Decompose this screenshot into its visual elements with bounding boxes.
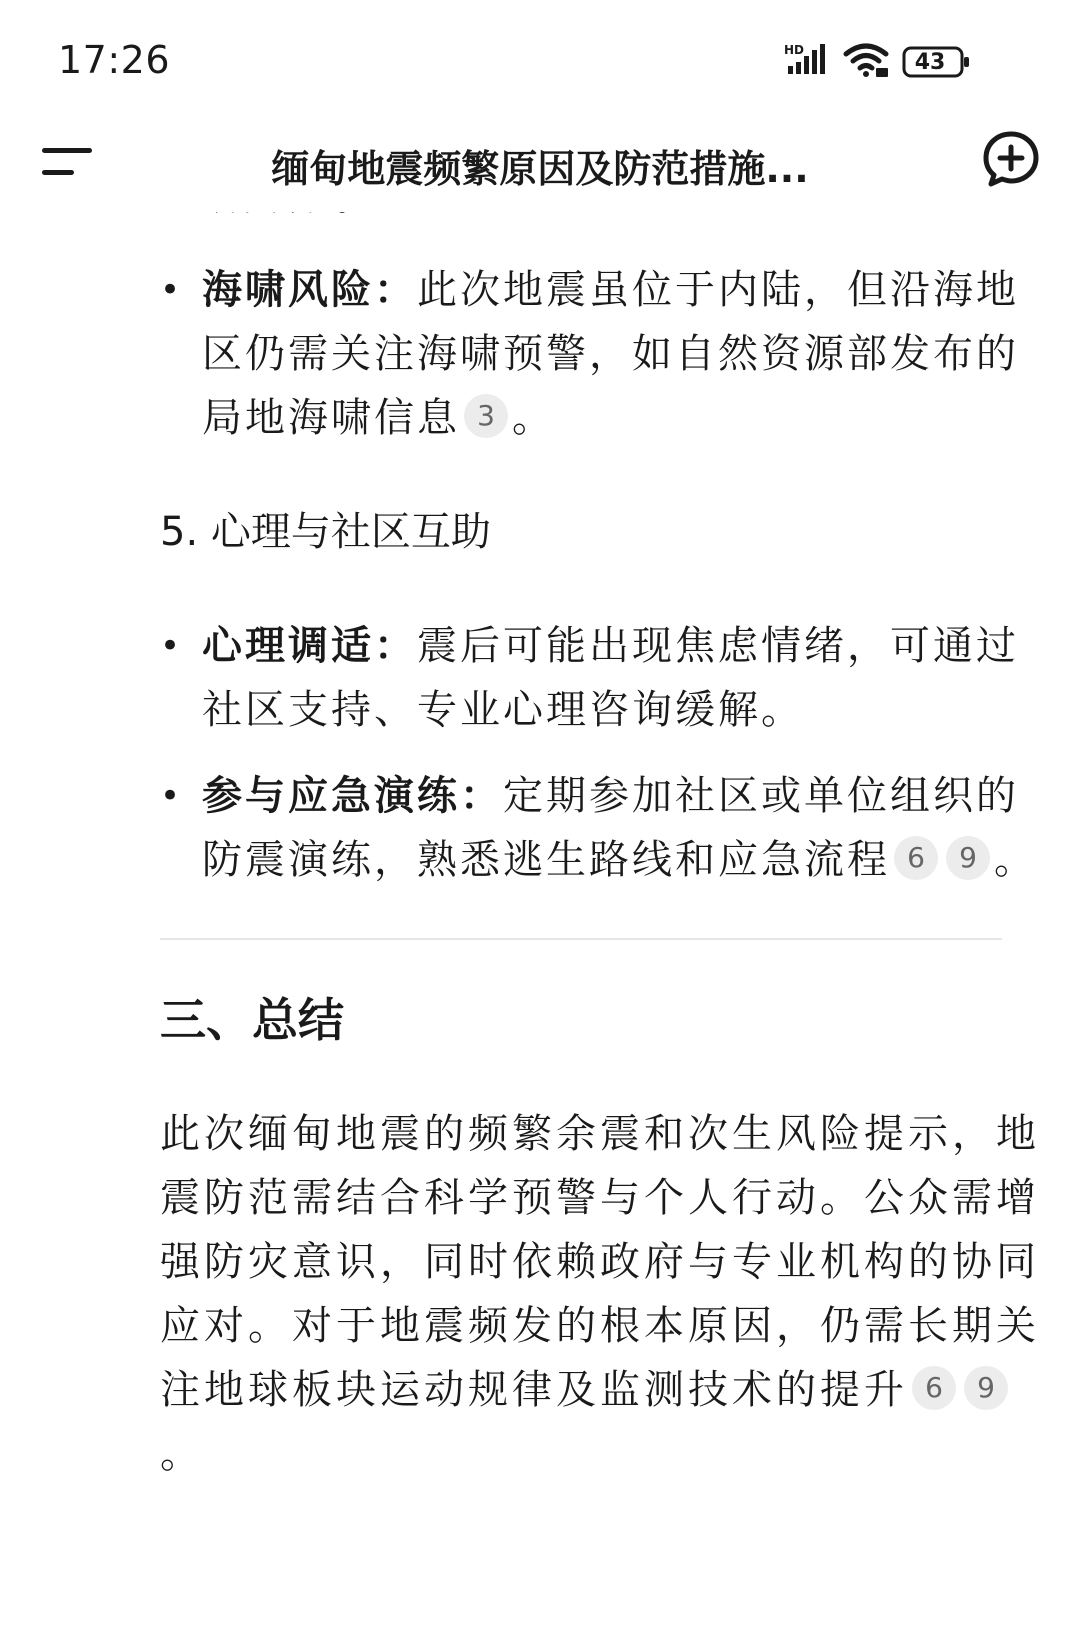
list-item-drill: • 参与应急演练：定期参加社区或单位组织的防震演练，熟悉逃生路线和应急流程 6 9 。: [160, 764, 1045, 892]
top-bar: [0, 120, 1080, 212]
item-label: 参与应急演练：: [202, 773, 503, 819]
item-label: 心理调适：: [202, 623, 417, 669]
signal-icon: [784, 42, 832, 76]
section-heading-5: 5. 心理与社区互助: [160, 509, 491, 555]
summary-text: 此次缅甸地震的频繁余震和次生风险提示，地震防范需结合科学预警与个人行动。公众需增强防灾意识，同时依赖政府与专业机构的协同应对。对于地震频发的根本原因，仍需长期关注地球板块运动规律及监测技术的提升: [160, 1111, 1040, 1413]
citation-badge[interactable]: 9: [946, 836, 990, 880]
menu-icon[interactable]: [42, 142, 94, 182]
citation-badge[interactable]: 9: [964, 1366, 1008, 1410]
status-bar: [0, 0, 1080, 120]
wifi-icon: [842, 42, 890, 78]
citation-badge[interactable]: 3: [464, 394, 508, 438]
battery-level: 43: [914, 50, 946, 75]
summary-paragraph: 此次缅甸地震的频繁余震和次生风险提示，地震防范需结合科学预警与个人行动。公众需增强防灾意识，同时依赖政府与专业机构的协同应对。对于地震频发的根本原因，仍需长期关注地球板块运动规律及监测技术的提升 6 9。: [160, 1111, 1040, 1477]
item-text: 此次地震虽位于内陆，但沿海地区仍需关注海啸预警，如自然资源部发布的局地海啸信息: [202, 267, 1019, 441]
citation-badge[interactable]: 6: [912, 1366, 956, 1410]
citation-badge[interactable]: 6: [894, 836, 938, 880]
status-time: 17:26: [58, 38, 171, 82]
list-item-tsunami: • 海啸风险：此次地震虽位于内陆，但沿海地区仍需关注海啸预警，如自然资源部发布的局地海啸信息 3 。: [160, 258, 1045, 450]
svg-text:HD: HD: [784, 43, 805, 57]
item-label: 海啸风险：: [202, 267, 417, 313]
list-item-psych: [160, 614, 1045, 742]
summary-heading: 三、总结: [160, 993, 344, 1047]
page-title: 缅甸地震频繁原因及防范措施...: [271, 147, 809, 191]
answer-content: [160, 190, 1045, 1486]
item-text: 震后可能出现焦虑情绪，可通过社区支持、专业心理咨询缓解。: [202, 623, 1019, 733]
divider: [160, 938, 1002, 940]
item-text: 定期参加社区或单位组织的防震演练，熟悉逃生路线和应急流程: [202, 773, 1019, 883]
new-chat-icon[interactable]: [982, 130, 1040, 188]
